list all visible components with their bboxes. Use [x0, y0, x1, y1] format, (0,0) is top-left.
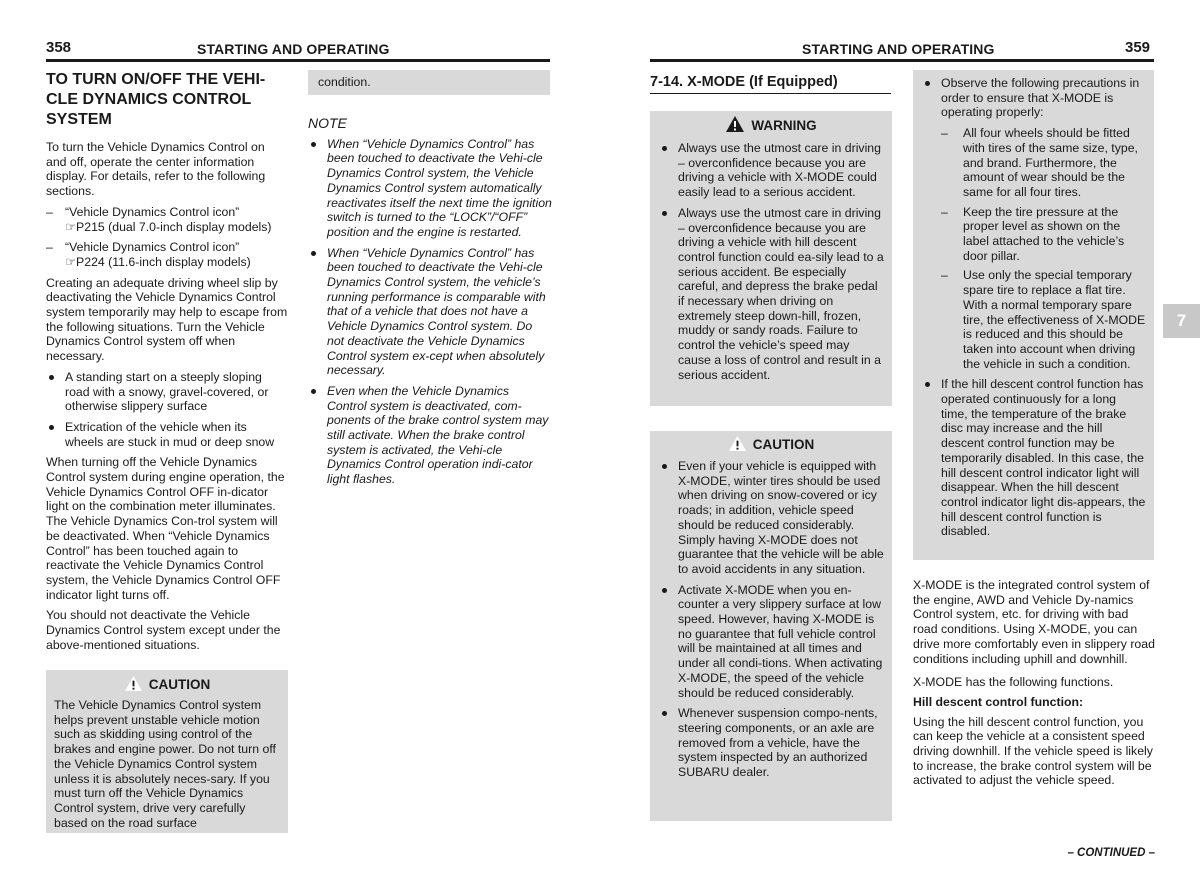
- ref-page-link[interactable]: ☞P224 (11.6-inch display models): [65, 254, 251, 269]
- warning-title: WARNING: [751, 118, 817, 133]
- caution-list: [650, 459, 892, 780]
- right-running-head: STARTING AND OPERATING: [802, 41, 995, 57]
- list-item: Whenever suspension compo-nents, steering components, or an axle are removed from a vehicle, have the system inspected by an authorized SUBARU dealer.: [659, 706, 884, 780]
- ref-page-link[interactable]: ☞P215 (dual 7.0-inch display models): [65, 219, 272, 234]
- caution-box-xmode-continued: [913, 70, 1154, 560]
- vdc-off-paragraph: When turning off the Vehicle Dynamics Control system during engine operation, the Vehicle Dynamics Control OFF in-dicator light on the combination meter illuminates. The Vehicle Dynamics Con-trol system will be deactivated. When “Vehicle Dynamics Control” has been touched again to reactivate the Vehicle Dynamics Control system, the Vehicle Dynamics Control OFF indicator light turns off.: [46, 455, 285, 602]
- left-running-head: STARTING AND OPERATING: [197, 41, 390, 57]
- hill-descent-heading: Hill descent control function:: [913, 694, 1084, 709]
- left-column-1: [46, 70, 288, 659]
- caution-box-left: [46, 670, 288, 833]
- list-item: Activate X-MODE when you en-counter a very slippery surface at low speed. However, having X-MODE is no guarantee that full vehicle control will be maintained at all times and under all condi-tions. When activating X-MODE, the speed of the vehicle should be reduced considerably.: [659, 583, 884, 701]
- list-item: A standing start on a steeply sloping road with a snowy, gravel-covered, or otherwise slippery surface: [46, 370, 288, 414]
- list-item: Always use the utmost care in driving – overconfidence because you are driving a vehicle with X-MODE could easily lead to a serious accident.: [659, 141, 884, 200]
- note-title: NOTE: [308, 115, 347, 131]
- sub-item: – Keep the tire pressure at the proper level as shown on the label attached to the vehicle’s door pillar.: [941, 204, 1125, 263]
- list-item: If the hill descent control function has operated continuously for a long time, the temperature of the brake disc may increase and the hill descent control function may be temporarily disabled. In this case, the hill descent control indicator light will disappear. When the hill descent control indicator light dis-appears, the hill descent control function is disabled.: [922, 377, 1146, 539]
- caution-icon: [728, 435, 747, 452]
- continued-label: – CONTINUED –: [1067, 847, 1155, 859]
- section-title-vdc: TO TURN ON/OFF THE VEHI-CLE DYNAMICS CONTROL SYSTEM: [46, 71, 266, 128]
- list-item: When “Vehicle Dynamics Control” has been touched to deactivate the Vehi-cle Dynamics Control system, the vehicle’s running performance is comparable with that of a vehicle that does not have a Vehicle Dynamics Control system. Do not deactivate the Vehicle Dynamics Control system ex-cept when absolutely necessary.: [308, 246, 552, 378]
- intro-paragraph: To turn the Vehicle Dynamics Control on and off, operate the center information display. For details, refer to the following sections.: [46, 140, 266, 199]
- list-item: Even if your vehicle is equipped with X-MODE, winter tires should be used when driving on snow-covered or icy roads; in addition, vehicle speed should be reduced considerably. Simply having X-MODE does not guarantee that the vehicle will be able to avoid accidents in any situation.: [659, 459, 884, 577]
- sub-item: – All four wheels should be fitted with tires of the same size, type, and brand. Furthermore, the amount of wear should be the same for all four tires.: [941, 126, 1138, 199]
- ref-item: – “Vehicle Dynamics Control icon” ☞P215 (dual 7.0-inch display models): [46, 204, 272, 234]
- chapter-tab: 7: [1163, 304, 1200, 338]
- right-column-2-text: [913, 578, 1156, 794]
- left-column-2: [308, 94, 552, 493]
- list-item: Always use the utmost care in driving – overconfidence because you are driving a vehicle with hill descent control function could ea-sily lead to a serious accident. Be especially careful, and depress the brake pedal if necessary when driving on extremely steep down-hill, frozen, muddy or sandy roads. Failure to control the vehicle’s speed may cause a loss of control and result in a serious accident.: [659, 206, 884, 382]
- list-item: When “Vehicle Dynamics Control” has been touched to deactivate the Vehi-cle Dynamics Control system, the Vehicle Dynamics Control system automatically reactivates itself the next time the ignition switch is turned to the “LOCK”/“OFF” position and the engine is restarted.: [308, 137, 552, 240]
- section-title-xmode: 7-14. X-MODE (If Equipped): [650, 74, 891, 94]
- should-not-paragraph: You should not deactivate the Vehicle Dynamics Control system except under the above-mentioned situations.: [46, 608, 281, 652]
- caution-box-xmode: [650, 431, 892, 821]
- slip-paragraph: Creating an adequate driving wheel slip by deactivating the Vehicle Dynamics Control system temporarily may help to escape from the following situations. Turn the Vehicle Dynamics Control system off when necessary.: [46, 275, 288, 364]
- xmode-functions-paragraph: X-MODE has the following functions.: [913, 675, 1114, 690]
- note-list: [308, 137, 552, 487]
- situation-list: [46, 370, 288, 450]
- caution-icon: [124, 675, 143, 692]
- warning-icon: [725, 115, 745, 133]
- caution-title: CAUTION: [148, 677, 211, 692]
- sub-item: – Use only the special temporary spare tire to replace a flat tire. With a normal temporary spare tire, the effectiveness of X-MODE is reduced and this should be taken into account when driving the vehicle in such a condition.: [941, 268, 1146, 371]
- ref-item: – “Vehicle Dynamics Control icon” ☞P224 (11.6-inch display models): [46, 240, 251, 269]
- warning-box: [650, 111, 892, 406]
- caution-box-continued: condition.: [308, 70, 550, 95]
- right-header-rule: [650, 59, 1154, 62]
- list-item: Extrication of the vehicle when its wheels are stuck in mud or deep snow: [46, 420, 288, 449]
- list-item: Even when the Vehicle Dynamics Control system is deactivated, com-ponents of the brake control system may still activate. When the brake control system is activated, the Vehi-cle Dynamics Control operation indi-cator light flashes.: [308, 384, 552, 487]
- warning-list: [650, 141, 892, 382]
- hill-descent-paragraph: Using the hill descent control function, you can keep the vehicle at a consistent speed driving downhill. If the vehicle speed is likely to increase, the brake control system will be activated to adjust the vehicle speed.: [913, 714, 1153, 788]
- precaution-intro: Observe the following precautions in order to ensure that X-MODE is operating properly:: [941, 76, 1140, 120]
- ref-title: “Vehicle Dynamics Control icon”: [65, 240, 240, 255]
- caution-title: CAUTION: [752, 437, 815, 452]
- left-page-number: 358: [46, 39, 72, 56]
- ref-title: “Vehicle Dynamics Control icon”: [65, 204, 240, 219]
- xmode-intro-paragraph: X-MODE is the integrated control system of the engine, AWD and Vehicle Dy-namics Control system, etc. for driving with bad road conditions. Using X-MODE, you can drive more comfortably even in slippery road conditions including uphill and downhill.: [913, 578, 1155, 666]
- caution-text: The Vehicle Dynamics Control system helps prevent unstable vehicle motion such as skidding using control of the brakes and engine power. Do not turn off the Vehicle Dynamics Control system unless it is absolutely neces-sary. If you must turn off the Vehicle Dynamics Control system, drive very carefully based on the road surface: [54, 698, 276, 830]
- list-item: [922, 76, 1146, 371]
- right-page-number: 359: [1125, 39, 1151, 56]
- left-header-rule: [46, 59, 550, 62]
